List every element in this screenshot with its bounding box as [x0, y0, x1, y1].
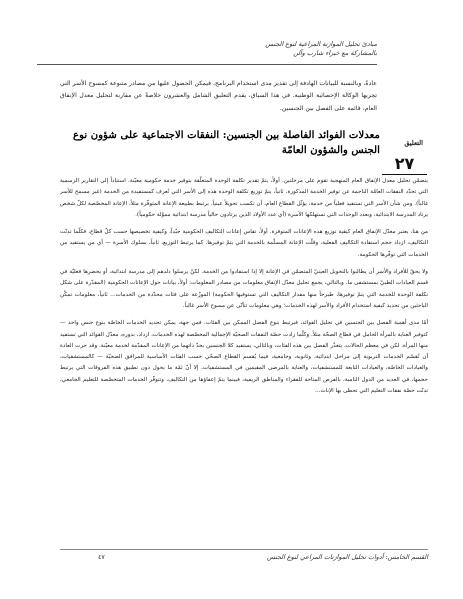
running-header [227, 40, 377, 58]
page-number: ٤٧ [98, 553, 105, 561]
intro-paragraph: عادةً، وبالنسبة للبيانات الهادفة إلى تقدير مدى استخدام البرنامج، فيمكن الحصول عليها من مصادر متنوعة كمسوح الأسر التي تجريها الوكالة الإحصائية الوطنية. في هذا السياق، يقدم التعليق الشامل والعشرون خلاصةً عن مقاربة لتحليل معدل الإنفاق العام، قائمة على الفصل بين الجنسين. [60, 80, 377, 112]
section-number: ٢٧ [394, 154, 415, 173]
section-heading: معدلات الفوائد الفاصلة بين الجنسين: النفقات الاجتماعية على شؤون نوع الجنس والشؤون العامّة [73, 129, 380, 156]
body-paragraph: أمّا مدى أهمية الفصل بين الجنسين في تحليل الفوائد، فيرتبط بنوع الفصل الممكن بين الفئات. فمن جهة، يمكن تحديد الخدمات الخاصّة بنوع جنس واحد — كتوفير العناية بالمرأة الحامل في قطاع الصحّة مثلاً. وكلّما زادت حصّة النفقات الصحيّة الإجمالية المخصّصة لهذه الخدمات، ازداد، بدوره، معدّل الفوائد التي تستفيد منها المرأة. لكن في معظم الحالات، يتعذّر الفصل بين هذه الفئات، وبالتالي، يستفيد كلا الجنسين بحدّ ذاتهما من الإعانات المقدّمة لخدمة معيّنة. وقد جرت العادة أن تُقسّم الخدمات التربوية إلى مراحل ابتدائية، وثانوية، وجامعية، فيما يُقسم القطاع الصحّي حسب الفئات الأساسية للمرافق الصحيّة — كالمستشفيات، والعيادات الخاصّة، والعيادات التابعة للمستشفيات، والعناية بالمرضى المقيمين في المستشفيات. إلا أنّ ثمّة ما يحول دون تطبيق هذه الفروقات التي يرتبط حجمها، في العديد من الدول النامية، بالفرص المتاحة للفقراء والمناطق الريفية، فبينما يتمّ إعفاؤها من التكاليف، وتتوفّر الخدمات المتخصّصة للتعليم الجامعي، تدنّت حصّة نفقات التعليم التي تحظى بها الإناث... [60, 320, 428, 395]
section-number-rule [382, 174, 427, 175]
running-header-line-1: مبادئ تحليل الموازنة المراعية لنوع الجنس [265, 40, 377, 48]
running-header-line-2: بالمشاركة مع خبراء شارب وآلن [293, 49, 377, 57]
footer-title: القسم الخامس: أدوات تحليل الموازنات المراعي لنوع الجنس [266, 553, 428, 561]
margin-label: التعليق [404, 139, 423, 147]
footer-divider [60, 549, 428, 550]
body-paragraph: يتضمّن تحليل معدل الإنفاق العام المنهجية تقوم على مرحلتين. أولاً، يتمّ تقدير تكلفة الوحدة المتعلّقة بتوفير خدمة حكومية معيّنة. استناداً إلى التقارير الرسمية التي تحدّد النفقات العامّة الناجمة عن توفير الخدمة المذكورة. ثانياً، يتمّ توزيع تكلفة الوحدة هذه إلى الأسر التي تُعرف كمستفيدة من الخدمة (غير مسمح للأسر غالباً). ومن شأن الأسر التي تستفيد فعلياً من خدمة، يؤثّل القطاع العام، أن تكسب تحويلاً عينياً. يرتبط بطبيعة الإعانة المتوفّرة مثلاً، الإعانة المخصّصة لكلّ شخص يرتاد المدرسة الابتدائية، وبعدد الوحدات التي تستهلكها الأسرة (أي عدد الأولاد الذين يرتادون حالياً مدرسة ابتدائية مموّلة حكومياً). [60, 178, 428, 218]
body-paragraph: ولا يحقّ للأفراد والأسر أن يطالبوا بالتحويل العينيّ المتضمّن في الإعانة إلا إذا استفادوا من الخدمة. لكنّ يرسلوا دلدهم إلى مدرسة ابتدائية، أو يحضرها فعليّة في قسم العيادات الطبيّ بمستشفى ما. وبالتالي، يجمع تحليل معدّل الإنفاق معلومات من مصادر المعلومات: أولاً، بيانات حول الإعانات الحكومية (المقدّرة على شكل تكلفة الوحدة للخدمة التي يتمّ توفيرها، طبرحاً منها مقدار التكاليف التي تستوفيها الحكومة) الموزّعة على فئات محدّدة من الخدمات... ثانياً، معلومات تمكّن الباحثين من تحديد كيفية استخدام الأفراد والأسر لهذه الخدمات؛ وهي معلومات تتأتّى عن مسوح الأسر غالباً. [60, 269, 428, 309]
header-divider [37, 64, 377, 65]
page-footer [60, 553, 428, 561]
section-body [60, 176, 428, 403]
body-paragraph: من هنا، يعتبر معدّل الإنفاق العام كيفية توزيع هذه الإعانات المتوفرة. أولاً، تقاس إعانات التكاليف الحكومية جيّداً، وكيفية تخصيصها حسب كلّ قطاع، فكلّما تدنّت التكاليف، ازداد حجم استفادة التكاليف الفعلية، وقلّت الإعانة المسلّمة بالخدمة التي يتمّ توفيرها. كما يرتبط التوزيع، ثانياً، بسلوك الأسرة — أي من يستفيد من الخدمات التي توفّرها الحكومة. [60, 229, 428, 258]
